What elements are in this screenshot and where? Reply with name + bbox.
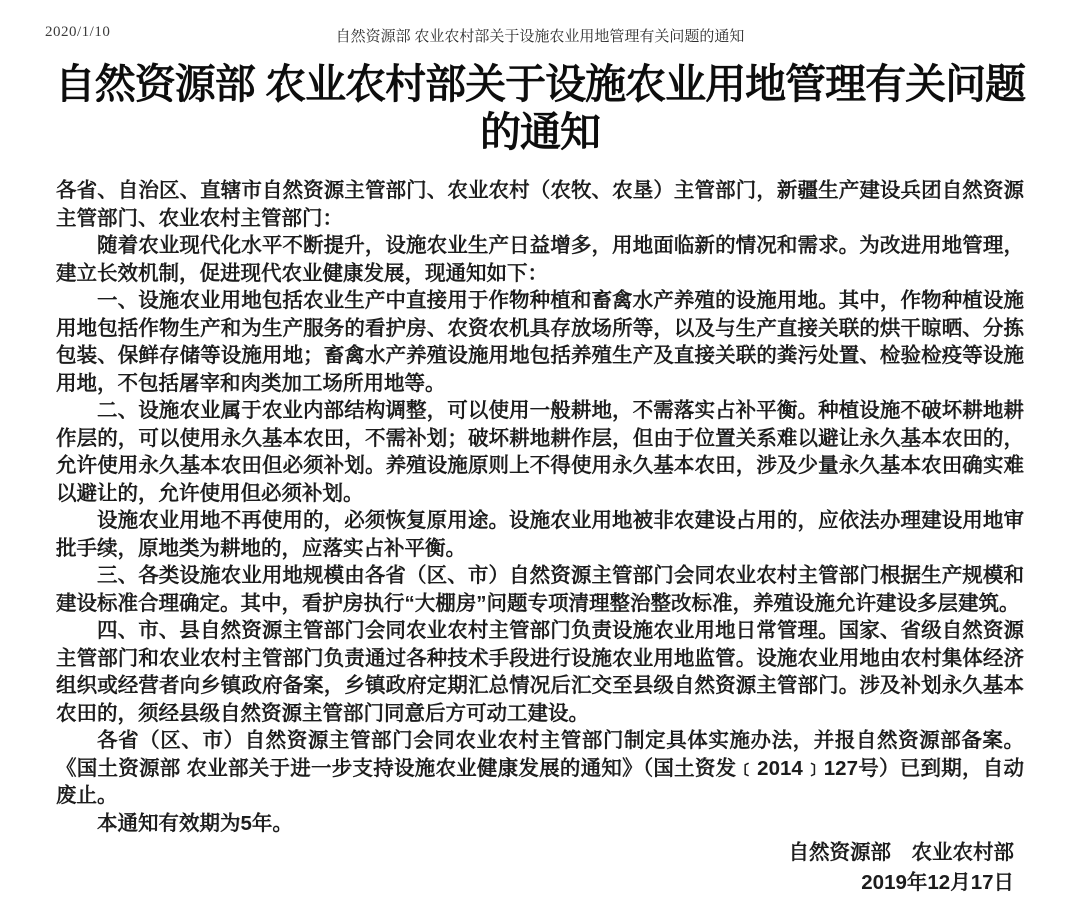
issue-date: 2019年12月17日 — [861, 871, 1014, 894]
print-header-title: 自然资源部 农业农村部关于设施农业用地管理有关问题的通知 — [335, 29, 745, 45]
issuer-signature: 自然资源部 农业农村部 — [788, 841, 1014, 864]
paragraph-item-1: 一、设施农业用地包括农业生产中直接用于作物种植和畜禽水产养殖的设施用地。其中，作物种植设施用地包括作物生产和为生产服务的看护房、农资农机具存放场所等，以及与生产直接关联的烘干晾晒、分拣包装、保鲜存储等设施用地；畜禽水产养殖设施用地包括养殖生产及直接关联的粪污处置、检验检疫等设施用地，不包括屠宰和肉类加工场所用地等。 — [56, 289, 1024, 395]
paragraph-item-3: 三、各类设施农业用地规模由各省（区、市）自然资源主管部门会同农业农村主管部门根据生产规模和建设标准合理确定。其中，看护房执行“大棚房”问题专项清理整治整改标准，养殖设施允许建设多层建筑。 — [56, 564, 1024, 615]
paragraph-item-2-continued: 设施农业用地不再使用的，必须恢复原用途。设施农业用地被非农建设占用的，应依法办理建设用地审批手续，原地类为耕地的，应落实占补平衡。 — [56, 509, 1024, 560]
print-header-bar — [0, 0, 1080, 46]
paragraph-implementation: 各省（区、市）自然资源主管部门会同农业农村主管部门制定具体实施办法，并报自然资源部备案。《国土资源部 农业部关于进一步支持设施农业健康发展的通知》（国土资发﹝2014﹞127号）已到期，自动废止。 — [56, 729, 1024, 807]
paragraph-validity: 本通知有效期为5年。 — [97, 811, 293, 835]
paragraph-item-2: 二、设施农业属于农业内部结构调整，可以使用一般耕地，不需落实占补平衡。种植设施不破坏耕地耕作层的，可以使用永久基本农田，不需补划；破坏耕地耕作层，但由于位置关系难以避让永久基本农田的，允许使用永久基本农田但必须补划。养殖设施原则上不得使用永久基本农田，涉及少量永久基本农田确实难以避让的，允许使用但必须补划。 — [56, 399, 1024, 505]
notice-title: 自然资源部 农业农村部关于设施农业用地管理有关问题的通知 — [54, 61, 1026, 155]
signature-block — [56, 838, 1024, 898]
paragraph-intro: 随着农业现代化水平不断提升，设施农业生产日益增多，用地面临新的情况和需求。为改进用地管理，建立长效机制，促进现代农业健康发展，现通知如下： — [56, 234, 1024, 285]
notice-body — [56, 177, 1024, 898]
print-date: 2020/1/10 — [45, 24, 111, 40]
paragraph-item-4: 四、市、县自然资源主管部门会同农业农村主管部门负责设施农业用地日常管理。国家、省级自然资源主管部门和农业农村主管部门负责通过各种技术手段进行设施农业用地监管。设施农业用地由农村集体经济组织或经营者向乡镇政府备案，乡镇政府定期汇总情况后汇交至县级自然资源主管部门。涉及补划永久基本农田的，须经县级自然资源主管部门同意后方可动工建设。 — [56, 619, 1024, 725]
salutation: 各省、自治区、直辖市自然资源主管部门、农业农村（农牧、农垦）主管部门，新疆生产建设兵团自然资源主管部门、农业农村主管部门： — [56, 179, 1024, 230]
